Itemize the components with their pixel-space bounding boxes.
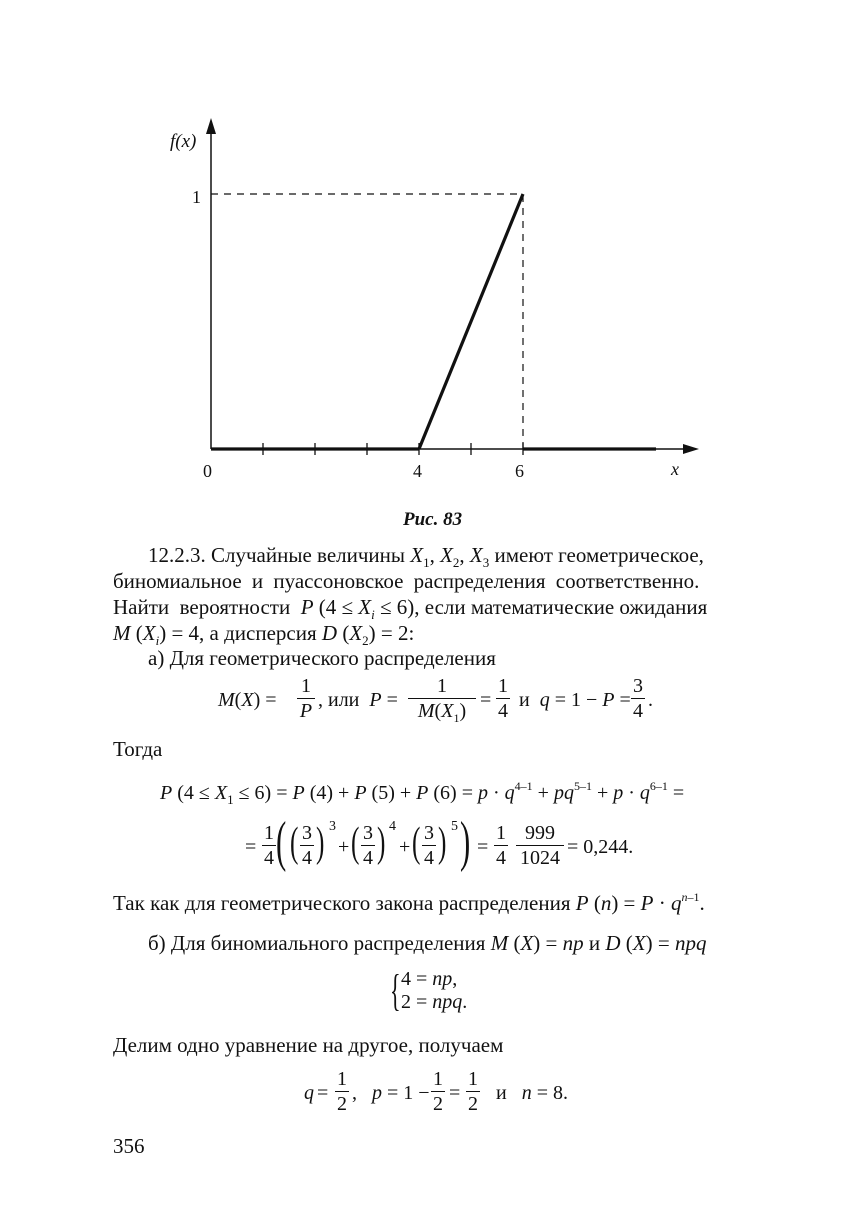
item-b: б) Для биномиального распределения M (X) = np и D (X) = npq <box>148 931 707 955</box>
paragraph-line-1: 12.2.3. Случайные величины $X_1$, $X_2$, $X_3$ имеют геометрическое, <box>148 543 704 570</box>
function-segment-1 <box>419 194 523 449</box>
item-a: а) Для геометрического распределения <box>148 646 496 670</box>
paragraph-line-4: M $(X_i) = 4$, а дисперсия D $(X_2) = 2$: <box>113 621 415 648</box>
paragraph-3: Делим одно уравнение на другое, получаем <box>113 1033 504 1057</box>
system-eq-2: 2 = npq. <box>401 991 468 1013</box>
chart-area <box>206 118 699 455</box>
equation-2-line-1: P $(4 \le X_1 \le 6) = P$ (4) + P (5) + P $(6) = p \cdot q^{4-1} + pq^{5-1} + p \cdot q^{6-1}$ = <box>160 779 685 807</box>
system-eq-1: 4 = np, <box>401 968 458 990</box>
x-tick-label-4: 4 <box>413 461 422 481</box>
x-tick-label-0: 0 <box>203 461 212 481</box>
y-axis-label: f(x) <box>170 131 197 152</box>
function-graph <box>0 0 864 530</box>
paragraph-line-2: биномиальное и пуассоновское распределения соответственно. <box>113 569 700 593</box>
x-axis-arrow <box>683 444 699 454</box>
x-tick-label-6: 6 <box>515 461 524 481</box>
x-axis-label: x <box>671 459 679 479</box>
paragraph-2: Так как для геометрического закона распределения P $(n) = P \cdot q^{n-1}$. <box>113 890 705 915</box>
system-brace: { <box>390 966 401 1015</box>
figure-caption: Рис. 83 <box>403 509 463 530</box>
y-tick-label: 1 <box>192 187 201 207</box>
y-axis-arrow <box>206 118 216 134</box>
page-number: 356 <box>113 1134 145 1158</box>
togda-label: Тогда <box>113 737 163 761</box>
paragraph-line-3: Найти вероятности P $(4 \le X_i \le 6)$, если математические ожидания <box>113 595 708 622</box>
